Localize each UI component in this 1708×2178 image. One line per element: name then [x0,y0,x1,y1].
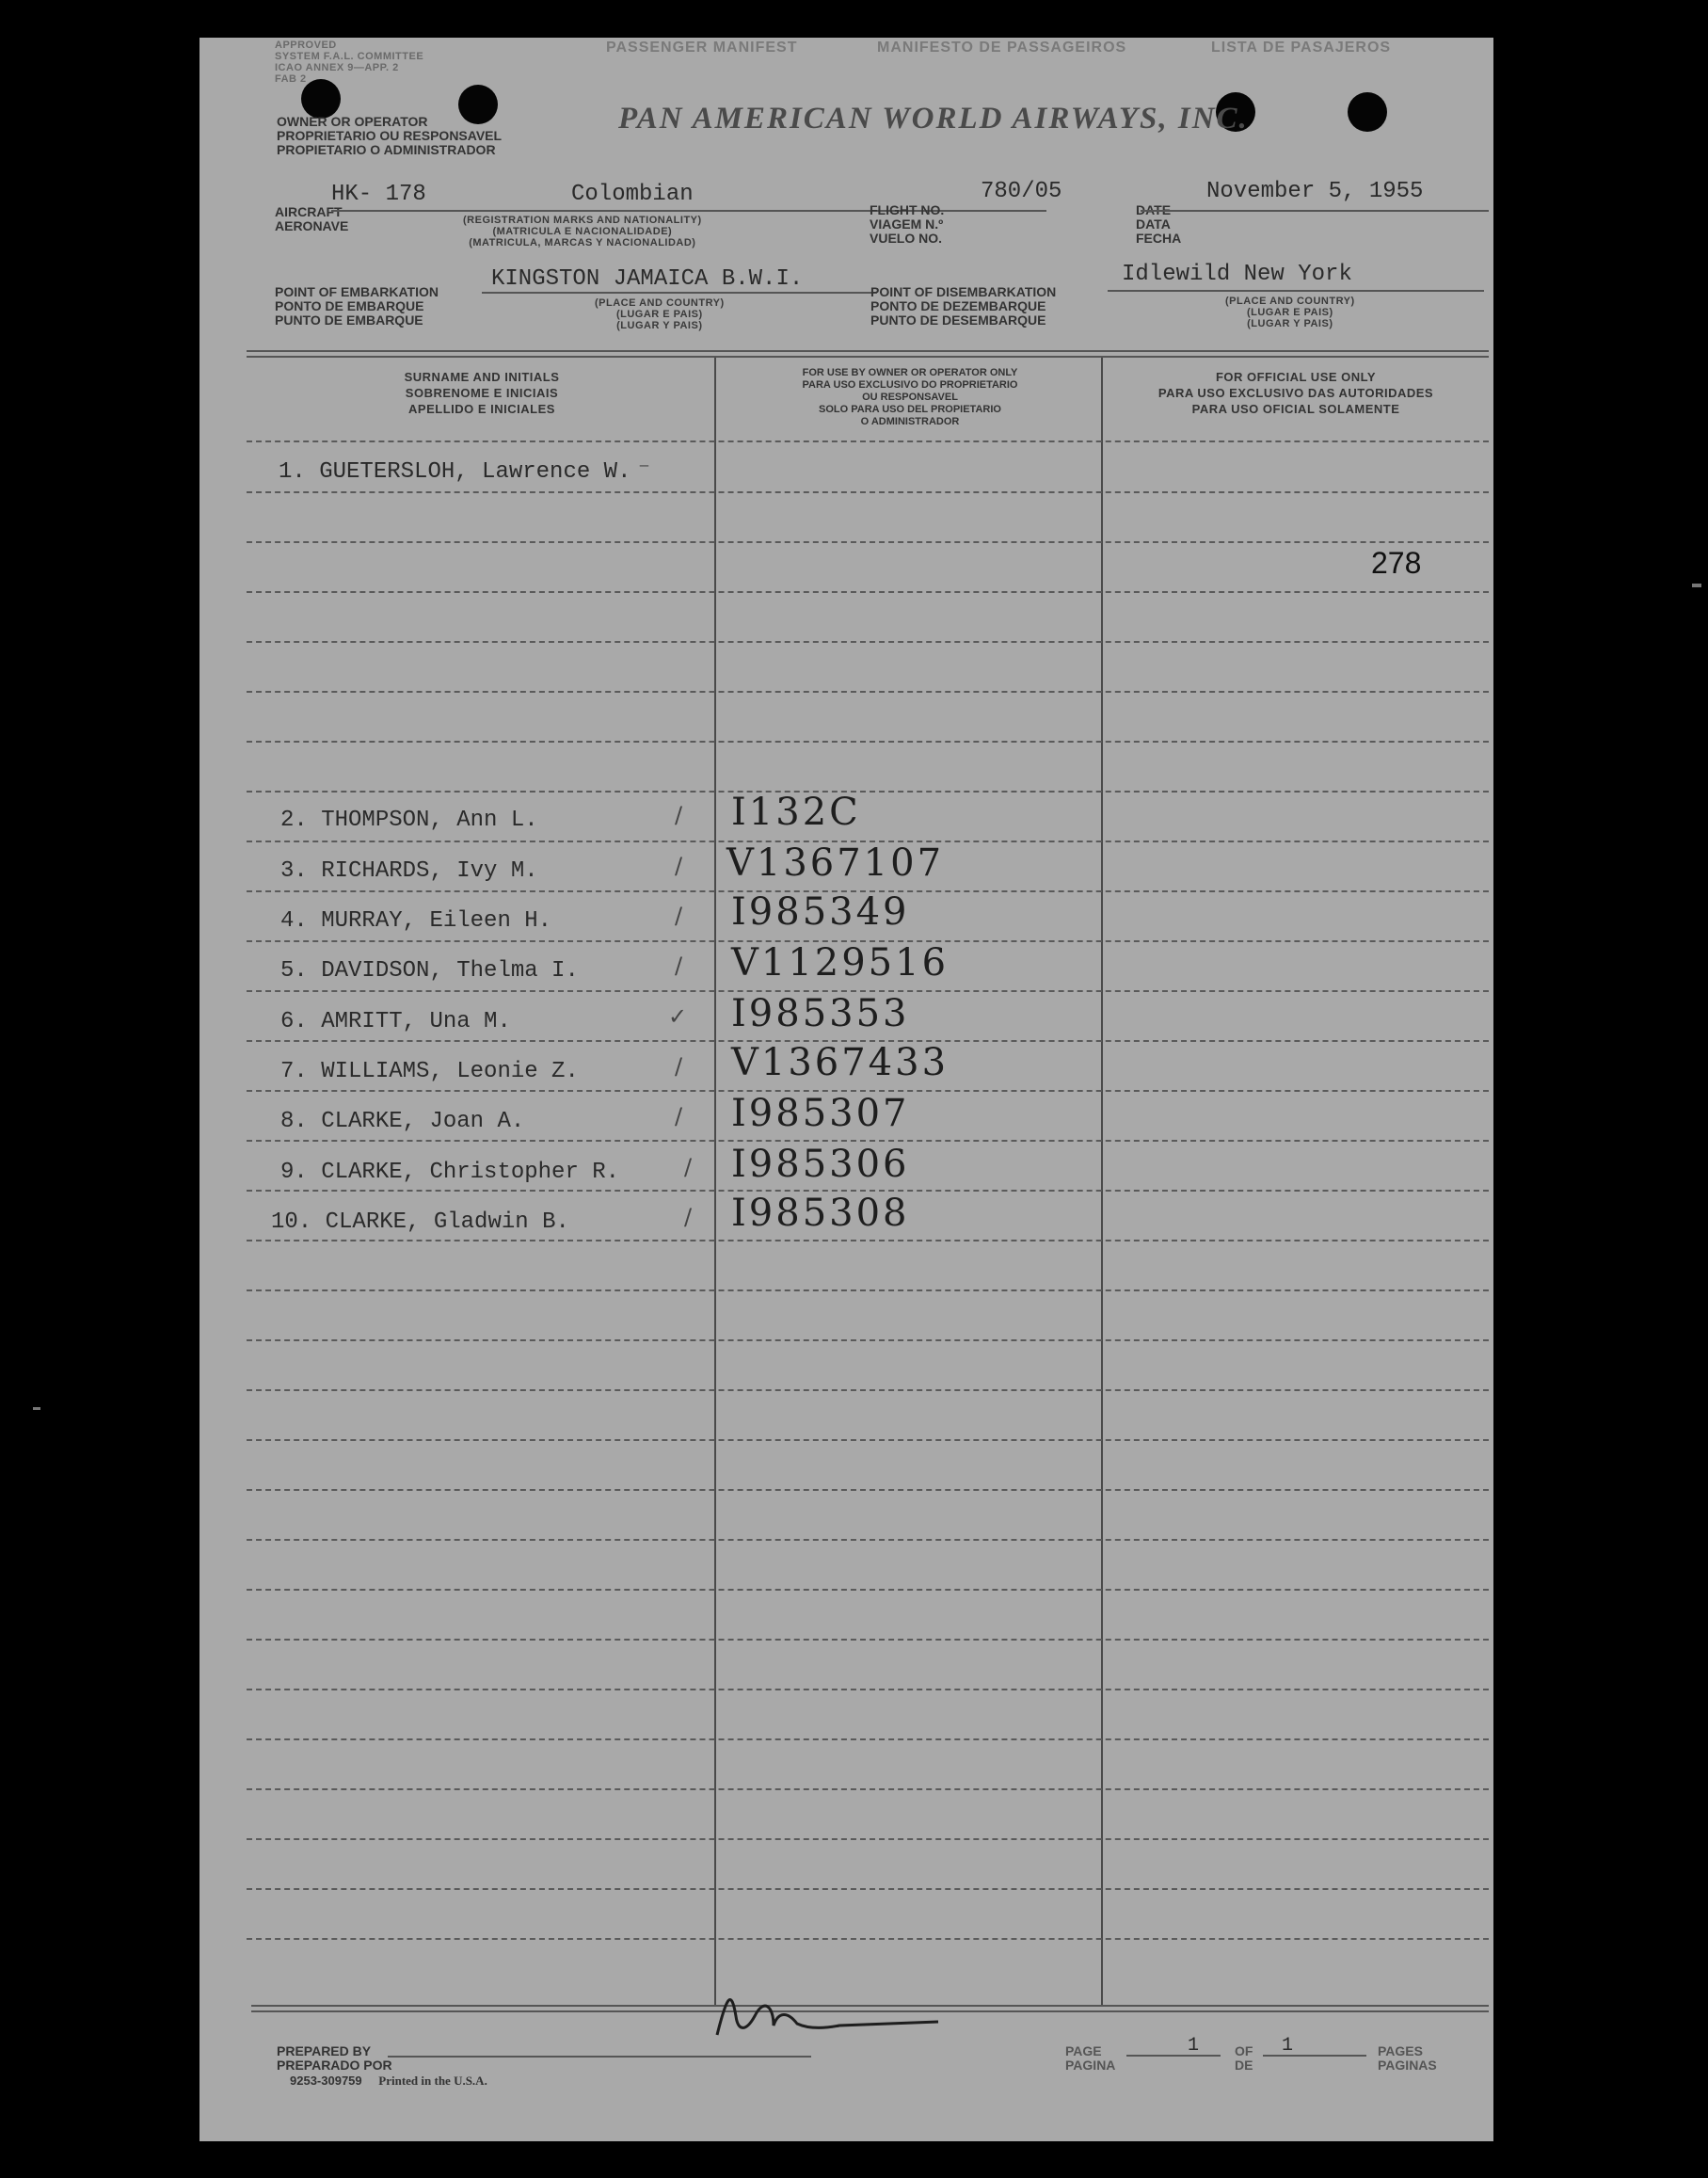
flight-value: 780/05 [981,179,1062,204]
passenger-6: 6. AMRITT, Una M. [280,1009,511,1034]
check-mark: ⁻ [631,456,650,483]
row-rule [247,691,1489,693]
check-mark: / [675,1053,683,1080]
row-rule [247,1788,1489,1790]
passenger-2: 2. THOMPSON, Ann L. [280,808,538,833]
passenger-8: 8. CLARKE, Joan A. [280,1109,525,1134]
row-rule [247,1439,1489,1441]
row-rule [247,641,1489,643]
row-rule [247,1539,1489,1541]
page-line [1126,2055,1221,2057]
row-rule [247,1589,1489,1591]
prepared-by-line [388,2056,811,2058]
row-rule [247,791,1489,793]
embarkation-place-caption: (PLACE AND COUNTRY) (LUGAR E PAIS) (LUGAR Y PAIS) [595,297,725,331]
page-value: 1 [1188,2035,1200,2057]
title-spanish: LISTA DE PASAJEROS [1211,40,1392,56]
passenger-10: 10. CLARKE, Gladwin B. [271,1209,569,1235]
row-rule [247,1339,1489,1341]
table-top-rule [247,350,1489,352]
document-number-3: V1367107 [726,841,945,885]
disembarkation-place-caption: (PLACE AND COUNTRY) (LUGAR E PAIS) (LUGAR Y PAIS) [1225,296,1355,329]
passenger-3: 3. RICHARDS, Ivy M. [280,858,538,884]
row-rule [247,1639,1489,1641]
of-line [1263,2055,1366,2057]
of-pages-value: 1 [1282,2035,1294,2057]
disembarkation-value: Idlewild New York [1122,262,1352,287]
row-rule [247,1289,1489,1291]
column-header-official-use: FOR OFFICIAL USE ONLY PARA USO EXCLUSIVO DAS AUTORIDADES PARA USO OFICIAL SOLAMENTE [1157,370,1434,416]
check-mark: / [675,1103,683,1129]
document-number-5: V1129516 [731,941,950,985]
prepared-by-label: PREPARED BY PREPARADO POR [277,2043,392,2073]
check-mark: / [675,853,683,879]
row-rule [247,1140,1489,1142]
disembarkation-label: POINT OF DISEMBARKATION PONTO DE DEZEMBARQUE PUNTO DE DESEMBARQUE [870,284,1057,328]
row-rule [247,591,1489,593]
document-number-2: I132C [731,791,861,834]
document-number-4: I985349 [731,890,910,934]
date-value: November 5, 1955 [1206,179,1424,204]
margin-speckle [33,1407,40,1410]
column-header-surname: SURNAME AND INITIALS SOBRENOME E INICIAIS APELLIDO E INICIALES [404,370,560,416]
margin-speckle [1692,584,1701,587]
check-mark: / [675,802,683,828]
owner-label: OWNER OR OPERATOR PROPRIETARIO OU RESPONSAVEL PROPIETARIO O ADMINISTRADOR [277,114,503,157]
check-mark: / [684,1154,693,1180]
flight-label: FLIGHT NO. VIAGEM N.º VUELO NO. [870,202,945,246]
check-mark: / [675,903,683,929]
airline-name: PAN AMERICAN WORLD AIRWAYS, INC. [618,102,1249,136]
embarkation-label: POINT OF EMBARKATION PONTO DE EMBARQUE PUNTO DE EMBARQUE [275,284,439,328]
row-rule [247,1489,1489,1491]
column-divider-2 [1101,358,1103,2005]
embarkation-value: KINGSTON JAMAICA B.W.I. [491,266,804,292]
passenger-1: 1. GUETERSLOH, Lawrence W. ⁻ [279,456,650,485]
document-number-10: I985308 [731,1192,910,1235]
passenger-9: 9. CLARKE, Christopher R. [280,1160,620,1185]
approval-block: APPROVED SYSTEM F.A.L. COMMITTEE ICAO ANNEX 9—APP. 2 FAB 2 [275,40,424,85]
row-rule [247,491,1489,493]
title-english: PASSENGER MANIFEST [606,40,798,56]
passenger-5: 5. DAVIDSON, Thelma I. [280,958,579,984]
signature [708,1978,952,2044]
document-number-7: V1367433 [731,1041,950,1084]
disembarkation-line [1108,290,1484,292]
punch-hole-left [301,79,341,119]
document-number-6: I985353 [731,992,910,1035]
row-rule [247,741,1489,743]
date-line [1141,210,1489,212]
row-rule [247,1838,1489,1840]
row-rule [247,1389,1489,1391]
row-rule [247,1888,1489,1890]
form-number: 9253-309759 Printed in the U.S.A. [290,2074,487,2088]
column-header-owner-use: FOR USE BY OWNER OR OPERATOR ONLY PARA USO EXCLUSIVO DO PROPRIETARIO OU RESPONSAVEL SOLO PARA USO DEL PROPIETARIO O ADMINISTRADOR [802,367,1018,427]
registration-caption: (REGISTRATION MARKS AND NATIONALITY) (MATRICULA E NACIONALIDADE) (MATRICULA, MARCAS Y NACIONALIDAD) [463,215,702,248]
nationality-value: Colombian [571,182,694,207]
passenger-4: 4. MURRAY, Eileen H. [280,908,552,934]
row-rule [247,1689,1489,1690]
check-mark: / [684,1204,693,1230]
table-top-rule-2 [247,356,1489,358]
column-divider-1 [714,358,716,2005]
row-rule [247,541,1489,543]
row-rule [247,1738,1489,1740]
date-label: DATE DATA FECHA [1136,202,1182,246]
document-number-9: I985306 [731,1143,910,1186]
page-label: PAGE PAGINA [1065,2043,1116,2073]
document-number-8: I985307 [731,1092,910,1135]
embarkation-line [482,292,877,294]
aircraft-label: AIRCRAFT AERONAVE [275,204,349,233]
official-number: 278 [1371,546,1422,580]
registration-value: HK- 178 [331,182,426,207]
pages-label: PAGES PAGINAS [1378,2043,1437,2073]
row-rule [247,1938,1489,1940]
title-portuguese: MANIFESTO DE PASSAGEIROS [877,40,1127,56]
manifest-sheet [200,38,1493,2141]
of-label: OF DE [1235,2043,1253,2073]
check-mark: / [675,953,683,979]
punch-hole-right [1348,92,1387,132]
row-rule [247,440,1489,442]
passenger-7: 7. WILLIAMS, Leonie Z. [280,1059,579,1084]
check-mark: ✓ [668,1003,688,1030]
row-rule [247,1240,1489,1241]
